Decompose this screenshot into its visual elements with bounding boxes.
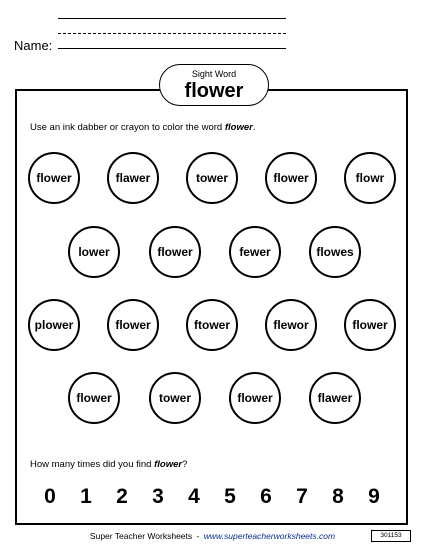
instruction-text — [30, 122, 255, 133]
answer-number[interactable]: 3 — [152, 485, 164, 508]
footer-brand: Super Teacher Worksheets — [89, 531, 193, 541]
word-bubble[interactable]: tower — [186, 152, 238, 204]
footer-separator: - — [196, 531, 200, 541]
answer-number[interactable]: 1 — [80, 485, 92, 508]
word-bubble[interactable]: flower — [107, 299, 159, 351]
answer-number[interactable]: 9 — [368, 485, 380, 508]
question-text — [30, 459, 187, 470]
word-bubble[interactable]: flower — [265, 152, 317, 204]
question-target: flower — [154, 459, 183, 470]
word-bubble[interactable]: plower — [28, 299, 80, 351]
instruction-target: flower — [224, 122, 253, 133]
word-bubble[interactable]: fewer — [229, 226, 281, 278]
question-after: ? — [182, 459, 188, 470]
title-pill — [159, 64, 269, 106]
worksheet-code: 301153 — [371, 530, 411, 542]
footer-url[interactable]: www.superteacherworksheets.com — [203, 531, 336, 541]
name-baseline[interactable] — [58, 48, 286, 49]
answer-number[interactable]: 5 — [224, 485, 236, 508]
word-bubble[interactable]: flower — [68, 372, 120, 424]
answer-number[interactable]: 7 — [296, 485, 308, 508]
instruction-before: Use an ink dabber or crayon to color the word — [30, 122, 225, 133]
word-bubble[interactable]: flawer — [107, 152, 159, 204]
word-bubble[interactable]: flower — [344, 299, 396, 351]
instruction-after: . — [252, 122, 256, 133]
word-bubble[interactable]: flowes — [309, 226, 361, 278]
word-bubble[interactable]: flewor — [265, 299, 317, 351]
title-word: flower — [184, 80, 244, 102]
word-bubble[interactable]: flawer — [309, 372, 361, 424]
word-bubble[interactable]: tower — [149, 372, 201, 424]
answer-number[interactable]: 8 — [332, 485, 344, 508]
answer-number[interactable]: 4 — [188, 485, 200, 508]
word-bubble[interactable]: flower — [229, 372, 281, 424]
question-before: How many times did you find — [30, 459, 155, 470]
answer-number[interactable]: 0 — [44, 485, 56, 508]
name-top-line — [58, 18, 286, 19]
name-dashed-line — [58, 33, 286, 34]
word-bubble[interactable]: ftower — [186, 299, 238, 351]
title-subtitle: Sight Word — [191, 69, 237, 79]
word-bubble[interactable]: flower — [149, 226, 201, 278]
footer — [0, 531, 425, 541]
answer-number[interactable]: 2 — [116, 485, 128, 508]
name-label: Name: — [14, 38, 53, 53]
word-bubble[interactable]: flowr — [344, 152, 396, 204]
word-bubble[interactable]: lower — [68, 226, 120, 278]
word-bubble[interactable]: flower — [28, 152, 80, 204]
answer-number[interactable]: 6 — [260, 485, 272, 508]
